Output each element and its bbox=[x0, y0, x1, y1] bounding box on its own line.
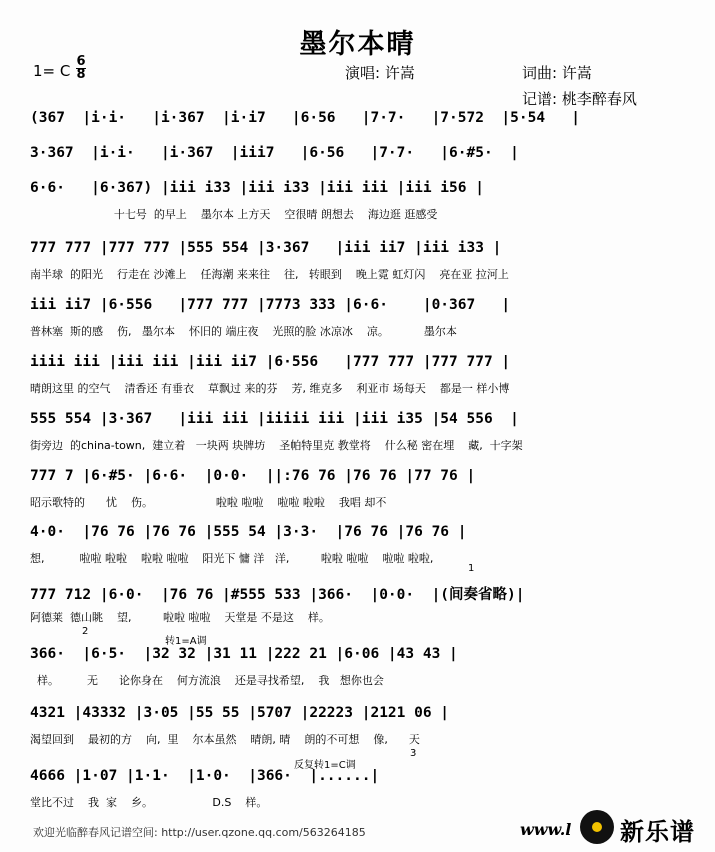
time-signature bbox=[76, 56, 86, 81]
singer-credit: 演唱: 许嵩 bbox=[345, 64, 415, 82]
lyric-line: 南半球 的阳光 行走在 沙滩上 任海潮 来来往 往, 转眼到 晚上霓 虹灯闪 亮在亚 拉河上 bbox=[30, 268, 509, 281]
logo-text: 新乐谱 bbox=[620, 818, 695, 846]
triplet-marker-1: 1 bbox=[468, 563, 475, 574]
lyric-line: 十七号 的早上 墨尔本 上方天 空很晴 朗想去 海边逛 逛感受 bbox=[30, 208, 438, 221]
lyric-line: 晴朗这里 的空气 清香还 有垂衣 草飘过 来的芬 芳, 维克多 利亚市 场每天 都是一 样小博 bbox=[30, 382, 510, 395]
notation-line: 555 554 |3·367 |iii iii |iiiii iii |iii i35 |54 556 | bbox=[30, 411, 519, 427]
transcriber-credit: 记谱: 桃李醉春风 bbox=[522, 90, 637, 108]
time-bottom: 8 bbox=[76, 67, 86, 82]
notation-line: iiii iii |iii iii |iii ii7 |6·556 |777 777 |777 777 | bbox=[30, 354, 511, 370]
triplet-marker-2: 2 bbox=[82, 626, 89, 637]
notation-line: 777 7 |6·#5· |6·6· |0·0· ||:76 76 |76 76 |77 76 | bbox=[30, 468, 476, 484]
lyric-line: 样。 无 论你身在 何方流浪 还是寻找希望, 我 想你也会 bbox=[30, 674, 384, 687]
notation-line: 4666 |1·07 |1·1· |1·0· |366· |......| bbox=[30, 768, 380, 784]
notation-line: 777 712 |6·0· |76 76 |#555 533 |366· |0·0· |(间奏省略)| bbox=[30, 587, 525, 603]
time-top: 6 bbox=[76, 54, 86, 69]
footer-url-mark: www.l bbox=[520, 820, 572, 839]
notation-line: 4·0· |76 76 |76 76 |555 54 |3·3· |76 76 |76 76 | bbox=[30, 524, 467, 540]
lyric-line: 街旁边 的china-town, 建立着 一块两 块牌坊 圣帕特里克 教堂将 什么秘 密在埋 藏, 十字架 bbox=[30, 439, 523, 452]
song-title: 墨尔本晴 bbox=[299, 29, 416, 60]
modulation-c-label: 反复转1=C调 bbox=[294, 760, 356, 771]
lyric-line: 昭示歌特的 忧 伤。 啦啦 啦啦 啦啦 啦啦 我唱 却不 bbox=[30, 496, 387, 509]
composer-credit: 词曲: 许嵩 bbox=[522, 64, 592, 82]
lyric-line: 想, 啦啦 啦啦 啦啦 啦啦 阳光下 慵 洋 洋, 啦啦 啦啦 啦啦 啦啦, bbox=[30, 552, 434, 565]
notation-line: 777 777 |777 777 |555 554 |3·367 |iii ii7 |iii i33 | bbox=[30, 240, 502, 256]
disc-icon bbox=[580, 810, 614, 844]
triplet-marker-3: 3 bbox=[410, 748, 417, 759]
notation-line: 4321 |43332 |3·05 |55 55 |5707 |22223 |2121 06 | bbox=[30, 705, 450, 721]
footer-text: 欢迎光临醉春风记谱空间: http://user.qzone.qq.com/563264185 bbox=[33, 826, 366, 839]
site-logo bbox=[580, 808, 710, 848]
notation-line: (367 |i·i· |i·367 |i·i7 |6·56 |7·7· |7·572 |5·54 | bbox=[30, 110, 580, 126]
lyric-line: 普林塞 斯的感 伤, 墨尔本 怀旧的 端庄夜 光照的脸 冰凉冰 凉。 墨尔本 bbox=[30, 325, 457, 338]
notation-line: iii ii7 |6·556 |777 777 |7773 333 |6·6· |0·367 | bbox=[30, 297, 511, 313]
notation-line: 3·367 |i·i· |i·367 |iii7 |6·56 |7·7· |6·#5· | bbox=[30, 145, 519, 161]
lyric-line: 堂比不过 我 家 乡。 D.S 样。 bbox=[30, 796, 268, 809]
notation-line: 366· |6·5· |32 32 |31 11 |222 21 |6·06 |43 43 | bbox=[30, 646, 458, 662]
lyric-line: 阿德莱 德山眺 望, 啦啦 啦啦 天堂是 不是这 样。 bbox=[30, 611, 330, 624]
notation-line: 6·6· |6·367) |iii i33 |iii i33 |iii iii |iii i56 | bbox=[30, 180, 484, 196]
modulation-a-label: 转1=A调 bbox=[165, 636, 207, 647]
key-signature: 1= C bbox=[33, 62, 71, 80]
lyric-line: 渴望回到 最初的方 向, 里 尔本虽然 晴朗, 晴 朗的不可想 像, 天 bbox=[30, 733, 420, 746]
